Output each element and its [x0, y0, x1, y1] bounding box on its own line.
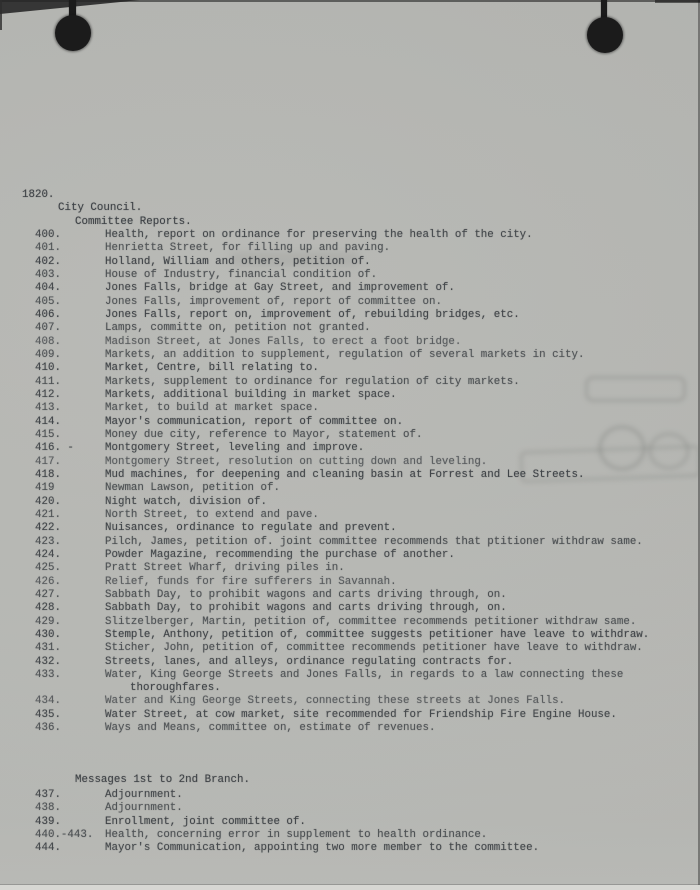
entry-number: 432.: [35, 655, 61, 668]
entry-text: Water, King George Streets and Jones Falls, in regards to a law connecting these: [105, 668, 624, 681]
entry-number: 439.: [35, 815, 61, 828]
index-entry-row: [35, 789, 685, 802]
entry-text: thoroughfares.: [130, 682, 221, 695]
entry-number: 438.: [35, 802, 61, 815]
entry-text: Newman Lawson, petition of.: [105, 482, 280, 495]
entry-text: Jones Falls, bridge at Gay Street, and improvement of.: [105, 282, 455, 295]
entry-number: 408.: [35, 335, 61, 348]
entry-text: Ways and Means, committee on, estimate of revenues.: [105, 722, 436, 735]
entry-text: Water and King George Streets, connecting these streets at Jones Falls.: [105, 695, 566, 708]
entry-text: Market, Centre, bill relating to.: [105, 362, 319, 375]
entry-number: 430.: [35, 628, 61, 641]
entry-number: 412.: [35, 388, 61, 401]
entry-text: Night watch, division of.: [105, 495, 267, 508]
entry-number: 423.: [35, 535, 61, 548]
index-entry-row: [35, 829, 685, 842]
index-entry-row: [35, 256, 685, 269]
index-entry-row: [35, 669, 685, 682]
entry-number: 400.: [35, 229, 61, 241]
index-entry-row: [35, 522, 685, 535]
entry-number: 405.: [35, 295, 61, 308]
index-entry-row: [35, 229, 685, 242]
entry-number: 414.: [35, 415, 61, 428]
index-entry-row: [35, 429, 685, 442]
index-entry-row: [35, 616, 685, 629]
entry-number: 424.: [35, 548, 61, 561]
index-entry-row: [35, 642, 685, 655]
index-entry-row: [35, 656, 685, 669]
entry-text: Mayor's Communication, appointing two more member to the committee.: [105, 842, 540, 855]
entry-text: Health, concerning error in supplement to health ordinance.: [105, 828, 488, 841]
entry-text: Pratt Street Wharf, driving piles in.: [105, 562, 345, 575]
entry-number: 431.: [35, 642, 61, 655]
entry-number: 422.: [35, 522, 61, 535]
index-entry-row: [35, 802, 685, 815]
index-entry-row: [35, 629, 685, 642]
entry-number: 406.: [35, 308, 61, 321]
entry-text: Sticher, John, petition of, committee recommends petitioner have leave to withdraw.: [105, 642, 643, 655]
entry-text: Pilch, James, petition of. joint committee recommends that ptitioner withdraw same.: [105, 535, 643, 548]
entry-text: Streets, lanes, and alleys, ordinance regulating contracts for.: [105, 655, 514, 668]
index-entry-row: [35, 402, 685, 415]
entry-text: Montgomery Street, leveling and improve.: [105, 442, 365, 455]
index-entry-row: [35, 496, 685, 509]
entry-text: Adjournment.: [105, 789, 183, 801]
entry-text: Sabbath Day, to prohibit wagons and carts driving through, on.: [105, 588, 507, 601]
entry-text: Madison Street, at Jones Falls, to erect a foot bridge.: [105, 335, 462, 348]
index-entry-row: [35, 536, 685, 549]
entry-text: Adjournment.: [105, 802, 183, 815]
entry-text: Enrollment, joint committee of.: [105, 815, 306, 828]
entry-number: 419: [35, 482, 55, 495]
index-entry-row: [35, 269, 685, 282]
entry-number: 435.: [35, 708, 61, 721]
index-entry-row: [35, 816, 685, 829]
index-entry-row: [35, 442, 685, 455]
entry-text: North Street, to extend and pave.: [105, 508, 319, 521]
entry-text: Jones Falls, improvement of, report of committee on.: [105, 295, 442, 308]
entry-text: Slitzelberger, Martin, petition of, committee recommends petitioner withdraw same.: [105, 615, 637, 628]
entry-number: 426.: [35, 575, 61, 588]
entry-number: 433.: [35, 668, 61, 681]
entry-number: 401.: [35, 242, 61, 255]
index-entry-row: [35, 349, 685, 362]
index-entry-row: [35, 296, 685, 309]
index-entry-row: [35, 336, 685, 349]
index-entry-row: [35, 282, 685, 295]
index-entry-row: [35, 602, 685, 615]
entry-number: 420.: [35, 495, 61, 508]
entry-number: 434.: [35, 695, 61, 708]
entry-number: 418.: [35, 468, 61, 481]
scan-left-edge-artifact: [0, 0, 2, 30]
entry-number: 411.: [35, 375, 61, 388]
entry-text: Health, report on ordinance for preserving the health of the city.: [105, 229, 533, 241]
index-entry-row: [35, 242, 685, 255]
entry-text: Markets, supplement to ordinance for regulation of city markets.: [105, 375, 520, 388]
entry-number: 413.: [35, 402, 61, 415]
index-entry-row: [35, 469, 685, 482]
entry-text: Sabbath Day, to prohibit wagons and carts driving through, on.: [105, 602, 507, 615]
index-entry-row: [35, 322, 685, 335]
scan-top-right-artifact: [655, 0, 700, 3]
index-entry-row: [35, 376, 685, 389]
committee-report-entry-list: [35, 229, 685, 735]
entry-text: Lamps, committe on, petition not granted.: [105, 322, 371, 335]
index-entry-row: [35, 416, 685, 429]
index-entry-row: [35, 695, 685, 708]
entry-text: Montgomery Street, resolution on cutting down and leveling.: [105, 455, 488, 468]
entry-number: 404.: [35, 282, 61, 295]
entry-text: Holland, William and others, petition of.: [105, 255, 371, 268]
index-entry-row: [35, 576, 685, 589]
messages-heading: Messages 1st to 2nd Branch.: [75, 774, 250, 786]
entry-number: 444.: [35, 842, 61, 855]
committee-reports-heading: Committee Reports.: [75, 216, 192, 228]
index-entry-row: [35, 309, 685, 322]
entry-number: 410.: [35, 362, 61, 375]
index-entry-row: [35, 549, 685, 562]
binder-hole-left-icon: [55, 15, 91, 51]
index-entry-row: [35, 562, 685, 575]
index-entry-row: [35, 389, 685, 402]
entry-text: Powder Magazine, recommending the purchase of another.: [105, 548, 455, 561]
entry-text: Mayor's communication, report of committee on.: [105, 415, 404, 428]
entry-number: 403.: [35, 268, 61, 281]
entry-number: 427.: [35, 588, 61, 601]
entry-number: 428.: [35, 602, 61, 615]
index-entry-row: [35, 362, 685, 375]
index-entry-row: [35, 709, 685, 722]
messages-entry-list: [35, 789, 685, 856]
scan-bottom-strip-artifact: [0, 885, 700, 890]
index-entry-row: [35, 682, 685, 695]
entry-text: Money due city, reference to Mayor, statement of.: [105, 428, 423, 441]
entry-number: 429.: [35, 615, 61, 628]
entry-text: Market, to build at market space.: [105, 402, 319, 415]
index-entry-row: [35, 509, 685, 522]
city-council-heading: City Council.: [58, 202, 143, 214]
index-entry-row: [35, 482, 685, 495]
entry-text: Relief, funds for fire sufferers in Savannah.: [105, 575, 397, 588]
entry-text: Henrietta Street, for filling up and paving.: [105, 242, 391, 255]
index-entry-row: [35, 722, 685, 735]
entry-number: 421.: [35, 508, 61, 521]
entry-number: 436.: [35, 722, 61, 735]
binder-hole-right-icon: [587, 17, 623, 53]
entry-text: Markets, an addition to supplement, regulation of several markets in city.: [105, 348, 585, 361]
entry-number: 437.: [35, 789, 61, 801]
index-entry-row: [35, 456, 685, 469]
entry-text: Jones Falls, report on, improvement of, rebuilding bridges, etc.: [105, 308, 520, 321]
entry-number: 415.: [35, 428, 61, 441]
entry-text: House of Industry, financial condition of.: [105, 268, 378, 281]
entry-number: 425.: [35, 562, 61, 575]
entry-number: [35, 682, 105, 695]
index-entry-row: [35, 589, 685, 602]
entry-number: 417.: [35, 455, 61, 468]
entry-number: 416. -: [35, 442, 74, 455]
entry-number: 407.: [35, 322, 61, 335]
entry-text: Mud machines, for deepening and cleaning basin at Forrest and Lee Streets.: [105, 468, 585, 481]
entry-text: Stemple, Anthony, petition of, committee suggests petitioner have leave to withdraw.: [105, 628, 650, 641]
entry-number: 440.-443.: [35, 828, 94, 841]
entry-text: Nuisances, ordinance to regulate and prevent.: [105, 522, 397, 535]
index-entry-row: [35, 842, 685, 855]
entry-text: Water Street, at cow market, site recommended for Friendship Fire Engine House.: [105, 708, 617, 721]
year-heading: 1820.: [22, 189, 55, 201]
entry-number: 402.: [35, 255, 61, 268]
entry-text: Markets, additional building in market space.: [105, 388, 397, 401]
entry-number: 409.: [35, 348, 61, 361]
